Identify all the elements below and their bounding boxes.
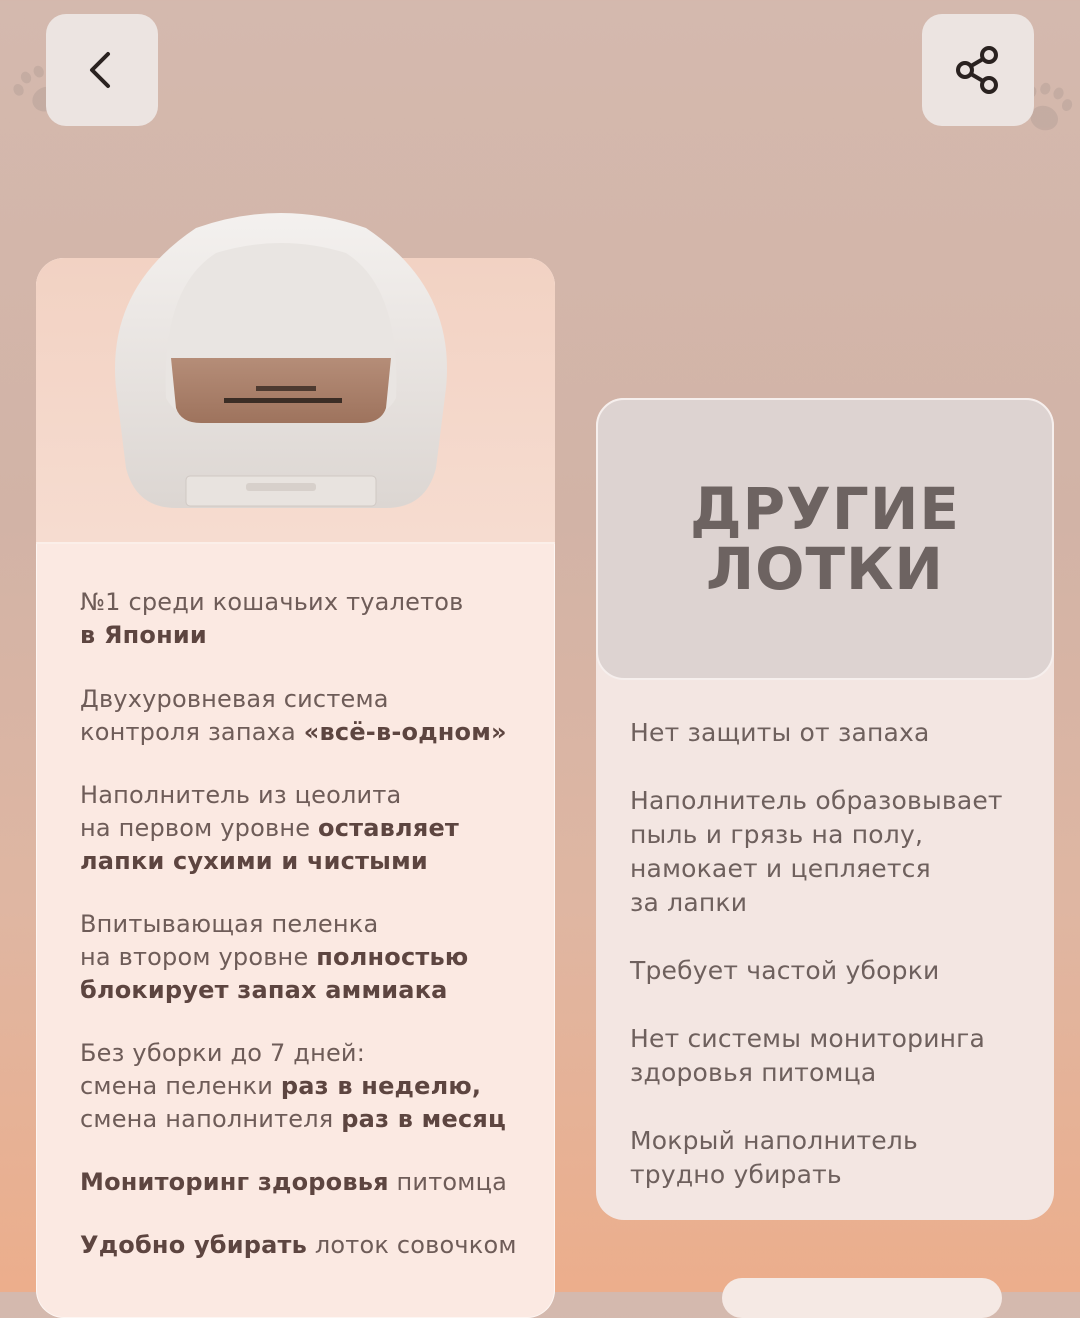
feature-text: Впитывающая пеленка bbox=[80, 910, 379, 938]
feature-item bbox=[80, 1229, 540, 1262]
feature-text: смена пеленки bbox=[80, 1072, 281, 1100]
feature-text: «всё-в-одном» bbox=[303, 718, 507, 746]
feature-item bbox=[80, 908, 540, 1007]
drawback-item bbox=[630, 716, 1050, 750]
feature-text: №1 среди кошачьих туалетов bbox=[80, 588, 464, 616]
feature-text: блокирует запах аммиака bbox=[80, 976, 448, 1004]
drawback-text: намокает и цепляется bbox=[630, 854, 931, 883]
feature-text: лоток совочком bbox=[307, 1231, 517, 1259]
feature-text: полностью bbox=[316, 943, 469, 971]
feature-text: Двухуровневая система bbox=[80, 685, 389, 713]
drawback-item bbox=[630, 784, 1050, 920]
feature-text: на втором уровне bbox=[80, 943, 317, 971]
feature-text: Удобно убирать bbox=[80, 1231, 308, 1259]
feature-text: в Японии bbox=[80, 621, 207, 649]
drawback-item bbox=[630, 1124, 1050, 1192]
back-button[interactable] bbox=[46, 14, 158, 126]
feature-text: лапки сухими и чистыми bbox=[80, 847, 428, 875]
drawback-text: Нет защиты от запаха bbox=[630, 718, 930, 747]
feature-item bbox=[80, 1166, 540, 1199]
product-image-area bbox=[36, 258, 555, 544]
feature-text: раз в неделю, bbox=[280, 1072, 482, 1100]
drawback-item bbox=[630, 1022, 1050, 1090]
drawback-text: за лапки bbox=[630, 888, 748, 917]
litter-box-image bbox=[106, 208, 456, 528]
comparison-header bbox=[596, 398, 1054, 680]
feature-text: Мониторинг здоровья bbox=[80, 1168, 389, 1196]
drawback-text: Мокрый наполнитель bbox=[630, 1126, 918, 1155]
drawback-text: трудно убирать bbox=[630, 1160, 842, 1189]
feature-item bbox=[80, 683, 540, 749]
feature-text: на первом уровне bbox=[80, 814, 319, 842]
share-button[interactable] bbox=[922, 14, 1034, 126]
drawback-text: Требует частой уборки bbox=[630, 956, 940, 985]
drawback-text: здоровья питомца bbox=[630, 1058, 877, 1087]
drawback-item bbox=[630, 954, 1050, 988]
feature-text: раз в месяц bbox=[341, 1105, 506, 1133]
next-card-peek bbox=[722, 1278, 1002, 1318]
drawback-text: пыль и грязь на полу, bbox=[630, 820, 924, 849]
drawback-text: Нет системы мониторинга bbox=[630, 1024, 986, 1053]
feature-text: Наполнитель из цеолита bbox=[80, 781, 402, 809]
chevron-left-icon bbox=[80, 48, 124, 92]
title-line: ДРУГИЕ bbox=[689, 475, 960, 543]
feature-item bbox=[80, 779, 540, 878]
feature-text: питомца bbox=[388, 1168, 508, 1196]
share-icon bbox=[951, 43, 1005, 97]
feature-text: оставляет bbox=[318, 814, 460, 842]
feature-text: контроля запаха bbox=[80, 718, 304, 746]
feature-item bbox=[80, 1037, 540, 1136]
feature-text: смена наполнителя bbox=[80, 1105, 342, 1133]
drawback-list bbox=[630, 716, 1050, 1192]
feature-list bbox=[80, 586, 540, 1262]
feature-item bbox=[80, 586, 540, 652]
comparison-title bbox=[689, 475, 960, 603]
title-line: ЛОТКИ bbox=[705, 535, 944, 603]
feature-text: Без уборки до 7 дней: bbox=[80, 1039, 366, 1067]
drawback-text: Наполнитель образовывает bbox=[630, 786, 1003, 815]
